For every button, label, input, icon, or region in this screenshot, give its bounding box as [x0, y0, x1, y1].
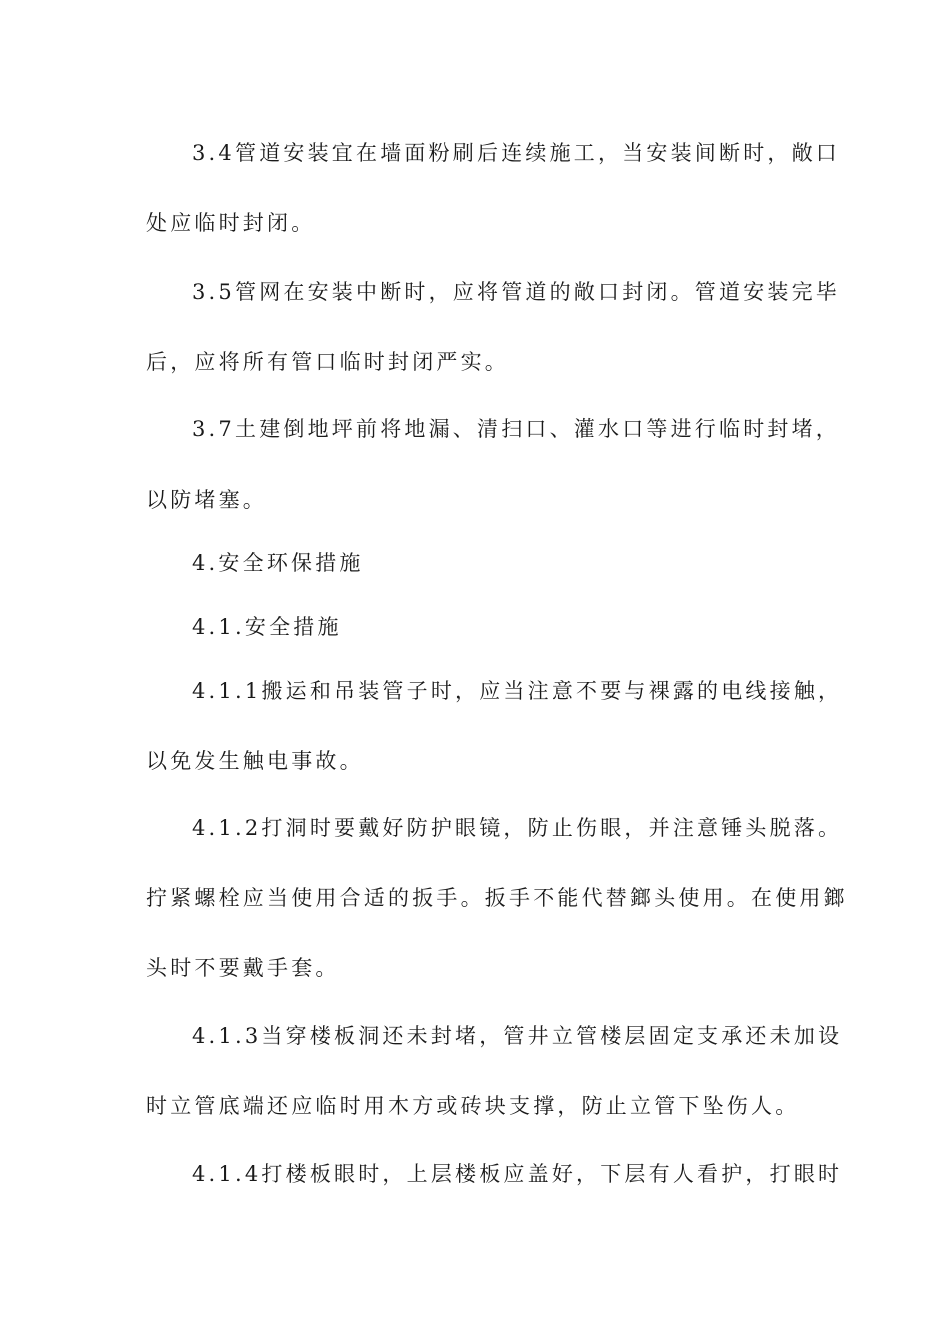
- paragraph-4-1-1-line-2: 以免发生触电事故。: [146, 749, 364, 773]
- paragraph-3-7-line-1: 3.7土建倒地坪前将地漏、清扫口、灌水口等进行临时封堵，: [192, 417, 840, 441]
- paragraph-4-1-4-line-1: 4.1.4打楼板眼时，上层楼板应盖好，下层有人看护，打眼时: [192, 1162, 843, 1186]
- paragraph-4-1-2-line-1: 4.1.2打洞时要戴好防护眼镜，防止伤眼，并注意锤头脱落。: [192, 816, 843, 840]
- paragraph-3-4-line-2: 处应临时封闭。: [146, 211, 316, 235]
- paragraph-4-1-2-line-2: 拧紧螺栓应当使用合适的扳手。扳手不能代替鎯头使用。在使用鎯: [146, 886, 848, 910]
- paragraph-4-1-2-line-3: 头时不要戴手套。: [146, 956, 340, 980]
- paragraph-3-4-line-1: 3.4管道安装宜在墙面粉刷后连续施工，当安装间断时，敞口: [192, 141, 840, 165]
- section-heading-4: 4.安全环保措施: [192, 551, 364, 575]
- paragraph-3-5-line-1: 3.5管网在安装中断时，应将管道的敞口封闭。管道安装完毕: [192, 280, 840, 304]
- paragraph-4-1-1-line-1: 4.1.1搬运和吊装管子时，应当注意不要与裸露的电线接触，: [192, 679, 843, 703]
- paragraph-3-5-line-2: 后，应将所有管口临时封闭严实。: [146, 350, 509, 374]
- paragraph-4-1-3-line-1: 4.1.3当穿楼板洞还未封堵，管井立管楼层固定支承还未加设: [192, 1024, 843, 1048]
- paragraph-3-7-line-2: 以防堵塞。: [146, 488, 267, 512]
- section-heading-4-1: 4.1.安全措施: [192, 615, 342, 639]
- paragraph-4-1-3-line-2: 时立管底端还应临时用木方或砖块支撑，防止立管下坠伤人。: [146, 1094, 800, 1118]
